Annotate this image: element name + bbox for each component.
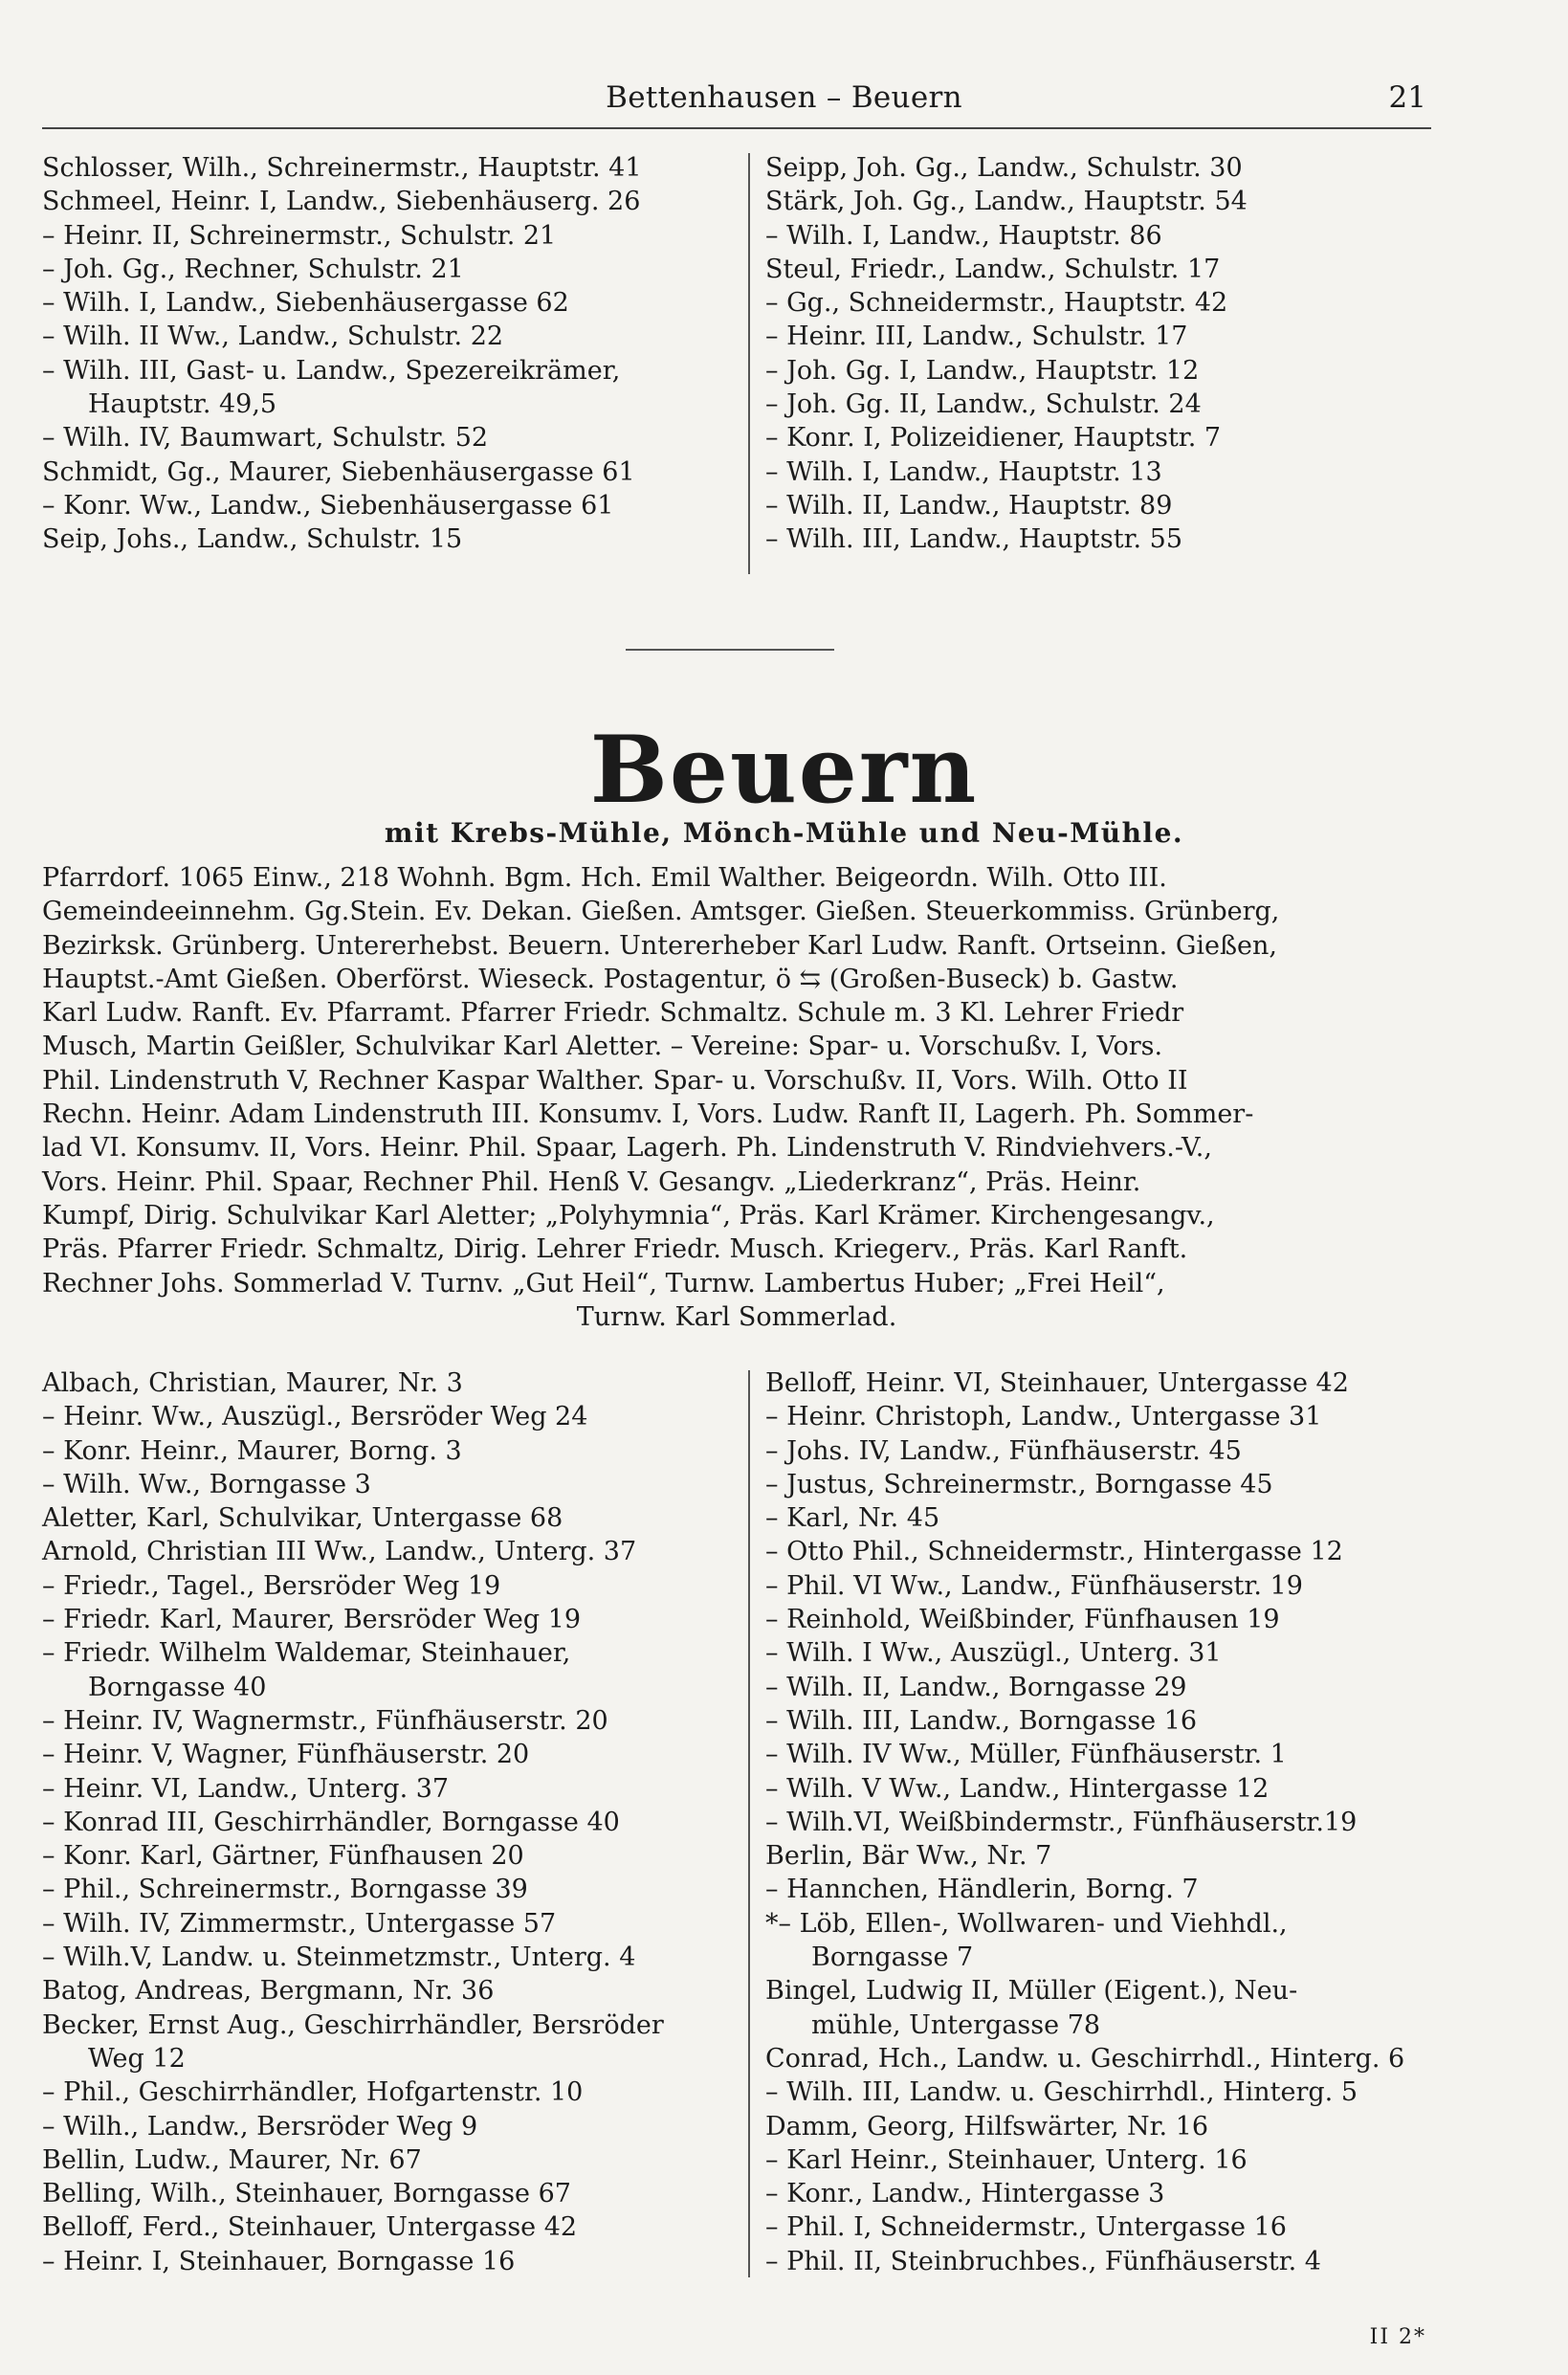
directory-entry: – Johs. IV, Landw., Fünfhäuserstr. 45 (765, 1435, 1242, 1466)
directory-entry: – Heinr. V, Wagner, Fünfhäuserstr. 20 (42, 1740, 530, 1770)
directory-entry: Schmidt, Gg., Maurer, Siebenhäusergasse 61 (42, 456, 635, 487)
directory-entry: *– Löb, Ellen-, Wollwaren- und Viehhdl., (765, 1908, 1288, 1939)
directory-entry: – Wilh. I, Landw., Hauptstr. 13 (765, 456, 1162, 487)
directory-entry: Borngasse 40 (88, 1672, 267, 1702)
directory-entry: – Wilh., Landw., Bersröder Weg 9 (42, 2111, 478, 2142)
directory-entry: Bellin, Ludw., Maurer, Nr. 67 (42, 2144, 422, 2175)
directory-entry: – Gg., Schneidermstr., Hauptstr. 42 (765, 288, 1228, 319)
place-info-block (42, 861, 1431, 1334)
directory-entry: – Reinhold, Weißbinder, Fünfhausen 19 (765, 1605, 1280, 1635)
directory-entry: Bingel, Ludwig II, Müller (Eigent.), Neu- (765, 1976, 1298, 2007)
info-line: Rechner Johs. Sommerlad V. Turnv. „Gut Heil“, Turnw. Lambertus Huber; „Frei Heil“, (42, 1268, 1165, 1298)
directory-entry: Hauptstr. 49,5 (88, 389, 277, 420)
directory-entry: – Wilh. III, Landw., Borngasse 16 (765, 1705, 1198, 1736)
running-header (0, 80, 1568, 128)
directory-entry: – Heinr. VI, Landw., Unterg. 37 (42, 1773, 450, 1804)
directory-entry: – Heinr. Ww., Auszügl., Bersröder Weg 24 (42, 1402, 588, 1432)
directory-entry: mühle, Untergasse 78 (811, 2009, 1101, 2040)
directory-entry: Aletter, Karl, Schulvikar, Untergasse 68 (42, 1503, 563, 1534)
directory-entry: – Konr. Ww., Landw., Siebenhäusergasse 61 (42, 490, 614, 521)
directory-entry: – Karl, Nr. 45 (765, 1503, 940, 1534)
directory-entry: – Wilh. III, Landw., Hauptstr. 55 (765, 524, 1183, 555)
directory-entry: – Phil. I, Schneidermstr., Untergasse 16 (765, 2212, 1287, 2243)
info-line: Kumpf, Dirig. Schulvikar Karl Aletter; „Polyhymnia“, Präs. Karl Krämer. Kirchengesangv., (42, 1200, 1215, 1231)
directory-entry: – Phil., Geschirrhändler, Hofgartenstr. 10 (42, 2077, 584, 2108)
section-separator (626, 649, 834, 651)
directory-entry: – Heinr. III, Landw., Schulstr. 17 (765, 322, 1188, 352)
directory-entry: – Friedr. Wilhelm Waldemar, Steinhauer, (42, 1638, 571, 1669)
directory-entry: – Phil. II, Steinbruchbes., Fünfhäuserstr. 4 (765, 2246, 1321, 2276)
top-left-column (42, 151, 731, 557)
directory-entry: Seipp, Joh. Gg., Landw., Schulstr. 30 (765, 153, 1243, 183)
directory-entry: – Wilh. I Ww., Auszügl., Unterg. 31 (765, 1638, 1222, 1669)
top-column-divider (748, 153, 750, 574)
directory-entry: Albach, Christian, Maurer, Nr. 3 (42, 1368, 463, 1398)
directory-entry: – Wilh. I, Landw., Siebenhäusergasse 62 (42, 288, 569, 319)
directory-entry: Conrad, Hch., Landw. u. Geschirrhdl., Hinterg. 6 (765, 2043, 1405, 2074)
info-line: Gemeindeeinnehm. Gg.Stein. Ev. Dekan. Gießen. Amtsger. Gießen. Steuerkommiss. Grünberg, (42, 897, 1280, 927)
top-right-column (765, 151, 1435, 557)
directory-entry: Borngasse 7 (811, 1942, 974, 1973)
directory-entry: Belloff, Heinr. VI, Steinhauer, Untergasse 42 (765, 1368, 1349, 1398)
bottom-right-column (765, 1366, 1435, 2278)
directory-entry: Belling, Wilh., Steinhauer, Borngasse 67 (42, 2179, 571, 2209)
directory-entry: – Konrad III, Geschirrhändler, Borngasse 40 (42, 1807, 620, 1837)
directory-entry: – Wilh. II, Landw., Borngasse 29 (765, 1672, 1187, 1702)
place-subtitle: mit Krebs-Mühle, Mönch-Mühle und Neu-Mühle. (384, 817, 1184, 849)
directory-entry: – Heinr. Christoph, Landw., Untergasse 31 (765, 1402, 1322, 1432)
info-line: Turnw. Karl Sommerlad. (576, 1301, 897, 1332)
bottom-column-divider (748, 1370, 750, 2277)
directory-entry: – Hannchen, Händlerin, Borng. 7 (765, 1875, 1199, 1905)
directory-entry: – Wilh. IV, Zimmermstr., Untergasse 57 (42, 1908, 557, 1939)
directory-entry: Weg 12 (88, 2043, 186, 2074)
bottom-left-column (42, 1366, 731, 2278)
page-number: 21 (1388, 80, 1426, 115)
directory-entry: – Konr., Landw., Hintergasse 3 (765, 2179, 1165, 2209)
directory-entry: – Wilh. Ww., Borngasse 3 (42, 1469, 371, 1499)
directory-entry: – Justus, Schreinermstr., Borngasse 45 (765, 1469, 1273, 1499)
info-line: Rechn. Heinr. Adam Lindenstruth III. Konsumv. I, Vors. Ludw. Ranft II, Lagerh. Ph. Sommer- (42, 1099, 1254, 1130)
directory-entry: – Joh. Gg. I, Landw., Hauptstr. 12 (765, 355, 1200, 386)
info-line: lad VI. Konsumv. II, Vors. Heinr. Phil. Spaar, Lagerh. Ph. Lindenstruth V. Rindviehvers.-V., (42, 1133, 1212, 1164)
directory-entry: Berlin, Bär Ww., Nr. 7 (765, 1841, 1052, 1872)
directory-entry: Schmeel, Heinr. I, Landw., Siebenhäuserg. 26 (42, 187, 641, 217)
directory-entry: – Karl Heinr., Steinhauer, Unterg. 16 (765, 2144, 1248, 2175)
directory-entry: – Wilh. IV, Baumwart, Schulstr. 52 (42, 423, 489, 454)
directory-entry: – Heinr. IV, Wagnermstr., Fünfhäuserstr. 20 (42, 1705, 608, 1736)
directory-entry: Becker, Ernst Aug., Geschirrhändler, Bersröder (42, 2009, 664, 2040)
info-line: Musch, Martin Geißler, Schulvikar Karl Aletter. – Vereine: Spar- u. Vorschußv. I, Vors. (42, 1032, 1163, 1062)
directory-entry: – Wilh. V Ww., Landw., Hintergasse 12 (765, 1773, 1270, 1804)
header-rule (42, 127, 1431, 129)
directory-entry: – Otto Phil., Schneidermstr., Hintergasse 12 (765, 1537, 1343, 1567)
directory-entry: – Phil., Schreinermstr., Borngasse 39 (42, 1875, 528, 1905)
info-line: Vors. Heinr. Phil. Spaar, Rechner Phil. Henß V. Gesangv. „Liederkranz“, Präs. Heinr. (42, 1166, 1141, 1197)
directory-entry: – Wilh.V, Landw. u. Steinmetzmstr., Unterg. 4 (42, 1942, 636, 1973)
info-line: Präs. Pfarrer Friedr. Schmaltz, Dirig. Lehrer Friedr. Musch. Kriegerv., Präs. Karl Ranft. (42, 1234, 1188, 1265)
directory-entry: – Joh. Gg. II, Landw., Schulstr. 24 (765, 389, 1202, 420)
directory-entry: – Konr. Karl, Gärtner, Fünfhausen 20 (42, 1841, 524, 1872)
directory-entry: – Phil. VI Ww., Landw., Fünfhäuserstr. 19 (765, 1570, 1303, 1601)
directory-entry: Steul, Friedr., Landw., Schulstr. 17 (765, 254, 1221, 284)
sheet-signature: II 2* (1369, 2325, 1426, 2349)
directory-entry: Stärk, Joh. Gg., Landw., Hauptstr. 54 (765, 187, 1248, 217)
directory-entry: – Konr. Heinr., Maurer, Borng. 3 (42, 1435, 462, 1466)
directory-entry: – Wilh. II Ww., Landw., Schulstr. 22 (42, 322, 504, 352)
directory-entry: Schlosser, Wilh., Schreinermstr., Hauptstr. 41 (42, 153, 642, 183)
directory-entry: – Joh. Gg., Rechner, Schulstr. 21 (42, 254, 464, 284)
info-line: Hauptst.-Amt Gießen. Oberförst. Wieseck. Postagentur, ö ⇆ (Großen-Buseck) b. Gastw. (42, 964, 1179, 994)
directory-entry: – Wilh. IV Ww., Müller, Fünfhäuserstr. 1 (765, 1740, 1287, 1770)
directory-entry: – Friedr. Karl, Maurer, Bersröder Weg 19 (42, 1605, 582, 1635)
directory-entry: – Wilh. III, Gast- u. Landw., Spezereikrämer, (42, 355, 621, 386)
info-line: Pfarrdorf. 1065 Einw., 218 Wohnh. Bgm. Hch. Emil Walther. Beigeordn. Wilh. Otto III. (42, 863, 1167, 893)
directory-entry: Arnold, Christian III Ww., Landw., Unterg. 37 (42, 1537, 637, 1567)
directory-entry: – Wilh. II, Landw., Hauptstr. 89 (765, 490, 1173, 521)
directory-entry: Belloff, Ferd., Steinhauer, Untergasse 42 (42, 2212, 578, 2243)
directory-entry: – Heinr. II, Schreinermstr., Schulstr. 21 (42, 220, 557, 251)
directory-entry: Seip, Johs., Landw., Schulstr. 15 (42, 524, 463, 555)
info-line: Phil. Lindenstruth V, Rechner Kaspar Walther. Spar- u. Vorschußv. II, Vors. Wilh. Otto II (42, 1065, 1188, 1096)
directory-entry: – Friedr., Tagel., Bersröder Weg 19 (42, 1570, 501, 1601)
info-line: Bezirksk. Grünberg. Untererhebst. Beuern. Untererheber Karl Ludw. Ranft. Ortseinn. Gießen, (42, 930, 1278, 961)
directory-entry: – Wilh.VI, Weißbindermstr., Fünfhäuserstr.19 (765, 1807, 1358, 1837)
directory-entry: Damm, Georg, Hilfswärter, Nr. 16 (765, 2111, 1209, 2142)
place-title: Beuern (589, 716, 979, 824)
directory-entry: Batog, Andreas, Bergmann, Nr. 36 (42, 1976, 495, 2007)
directory-entry: – Heinr. I, Steinhauer, Borngasse 16 (42, 2246, 516, 2276)
directory-entry: – Wilh. III, Landw. u. Geschirrhdl., Hinterg. 5 (765, 2077, 1358, 2108)
directory-entry: – Konr. I, Polizeidiener, Hauptstr. 7 (765, 423, 1222, 454)
info-line: Karl Ludw. Ranft. Ev. Pfarramt. Pfarrer Friedr. Schmaltz. Schule m. 3 Kl. Lehrer Friedr (42, 998, 1184, 1029)
running-title: Bettenhausen – Beuern (606, 80, 962, 115)
directory-entry: – Wilh. I, Landw., Hauptstr. 86 (765, 220, 1162, 251)
